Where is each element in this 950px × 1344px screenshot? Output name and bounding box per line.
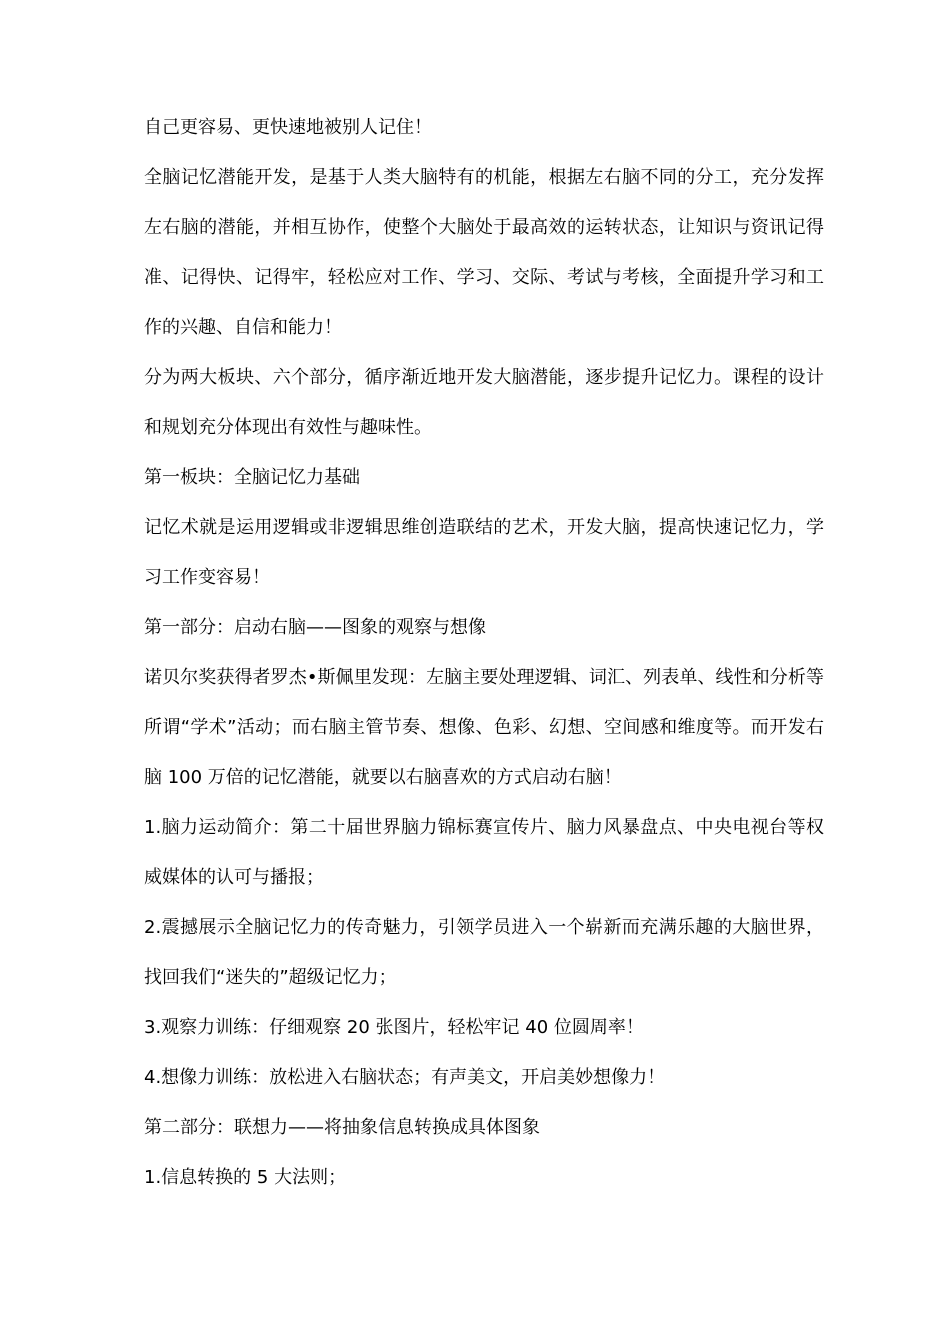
section-heading-part-two: 第二部分：联想力——将抽象信息转换成具体图象 bbox=[144, 1117, 540, 1138]
list-item-3: 3.观察力训练：仔细观察 20 张图片，轻松牢记 40 位圆周率！ bbox=[144, 1017, 644, 1038]
paragraph-structure: 分为两大板块、六个部分，循序渐近地开发大脑潜能，逐步提升记忆力。课程的设计和规划充分体现出有效性与趣味性。 bbox=[144, 367, 824, 438]
document-body bbox=[144, 103, 824, 1203]
section-heading-block-one: 第一板块：全脑记忆力基础 bbox=[144, 467, 360, 488]
list-item-1: 1.脑力运动简介：第二十届世界脑力锦标赛宣传片、脑力风暴盘点、中央电视台等权威媒体的认可与播报； bbox=[144, 817, 824, 888]
list-item-2: 2.震撼展示全脑记忆力的传奇魅力，引领学员进入一个崭新而充满乐趣的大脑世界，找回我们“迷失的”超级记忆力； bbox=[144, 917, 824, 988]
list-item-part-two-1: 1.信息转换的 5 大法则； bbox=[144, 1167, 347, 1188]
paragraph-sperry: 诺贝尔奖获得者罗杰•斯佩里发现：左脑主要处理逻辑、词汇、列表单、线性和分析等所谓“学术”活动；而右脑主管节奏、想像、色彩、幻想、空间感和维度等。而开发右脑 100 万倍的记忆潜能，就要以右脑喜欢的方式启动右脑！ bbox=[144, 667, 824, 788]
section-heading-part-one: 第一部分：启动右脑——图象的观察与想像 bbox=[144, 617, 486, 638]
list-item-4: 4.想像力训练：放松进入右脑状态；有声美文，开启美妙想像力！ bbox=[144, 1067, 666, 1088]
paragraph-memory-art: 记忆术就是运用逻辑或非逻辑思维创造联结的艺术，开发大脑，提高快速记忆力，学习工作变容易！ bbox=[144, 517, 824, 588]
paragraph-continuation: 自己更容易、更快速地被别人记住！ bbox=[144, 117, 432, 138]
paragraph-overview: 全脑记忆潜能开发，是基于人类大脑特有的机能，根据左右脑不同的分工，充分发挥左右脑的潜能，并相互协作，使整个大脑处于最高效的运转状态，让知识与资讯记得准、记得快、记得牢，轻松应对工作、学习、交际、考试与考核，全面提升学习和工作的兴趣、自信和能力！ bbox=[144, 167, 824, 338]
